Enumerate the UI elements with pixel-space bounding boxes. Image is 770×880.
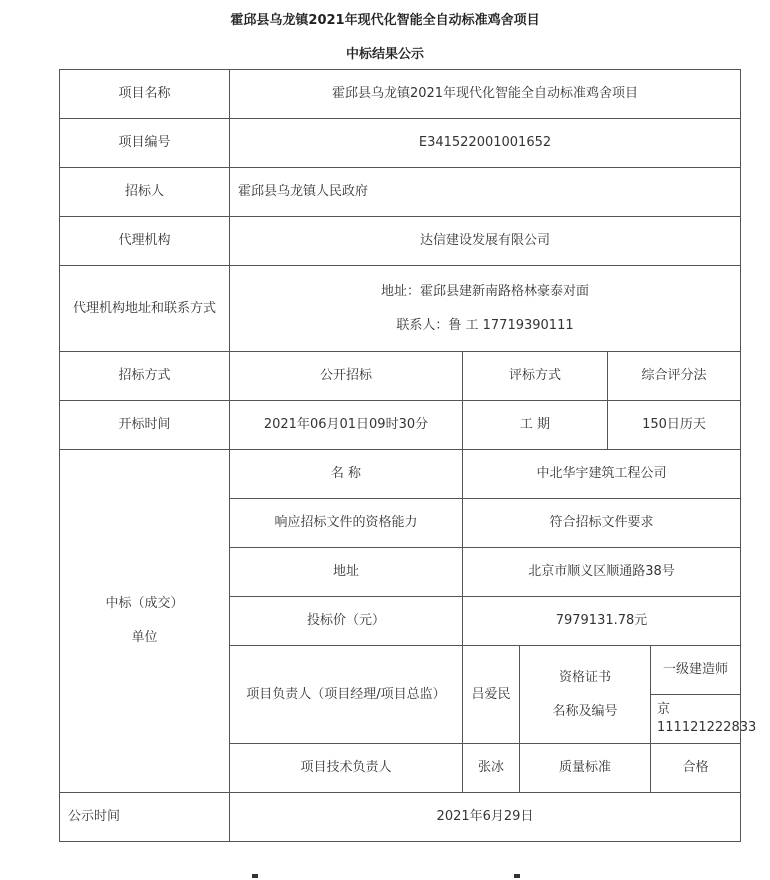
certificate-label [520, 646, 651, 744]
bid-price-label: 投标价（元） [230, 597, 463, 646]
opening-time-label: 开标时间 [60, 401, 230, 450]
tech-lead-name: 张冰 [463, 744, 520, 793]
agency-address: 地址：霍邱县建新南路格林豪泰对面 [381, 283, 590, 299]
tenderer-value: 霍邱县乌龙镇人民政府 [230, 168, 741, 217]
agency-contact-person: 联系人：鲁 工 17719390111 [396, 317, 574, 333]
bidding-method-value: 公开招标 [230, 352, 463, 401]
winner-label [60, 450, 230, 793]
project-manager-name: 吕爱民 [463, 646, 520, 744]
publicity-value: 2021年6月29日 [230, 793, 741, 842]
row-project-number [60, 119, 741, 168]
cutoff-glyph-mark [252, 874, 258, 878]
agency-contact-cell [230, 266, 741, 352]
winner-label-line2: 单位 [131, 630, 158, 645]
quality-standard-value: 合格 [651, 744, 741, 793]
qualification-label: 响应招标文件的资格能力 [230, 499, 463, 548]
certificate-label-line2: 名称及编号 [552, 703, 618, 719]
winner-name-label: 名 称 [230, 450, 463, 499]
qualification-value: 符合招标文件要求 [463, 499, 741, 548]
agency-label: 代理机构 [60, 217, 230, 266]
document-subtitle: 中标结果公示 [345, 47, 424, 62]
row-tenderer [60, 168, 741, 217]
project-name-label: 项目名称 [60, 70, 230, 119]
row-agency [60, 217, 741, 266]
project-number-label: 项目编号 [60, 119, 230, 168]
row-agency-contact [60, 266, 741, 352]
evaluation-method-label: 评标方式 [463, 352, 608, 401]
winner-name-value: 中北华宇建筑工程公司 [463, 450, 741, 499]
construction-period-label: 工 期 [463, 401, 608, 450]
row-opening [60, 401, 741, 450]
project-manager-label: 项目负责人（项目经理/项目总监） [230, 646, 463, 744]
row-publicity [60, 793, 741, 842]
agency-contact-label: 代理机构地址和联系方式 [60, 266, 230, 352]
certificate-number: 京111121222833 [651, 695, 741, 744]
construction-period-value: 150日历天 [608, 401, 741, 450]
agency-value: 达信建设发展有限公司 [230, 217, 741, 266]
document-title: 霍邱县乌龙镇2021年现代化智能全自动标准鸡舍项目 [230, 13, 540, 28]
tech-lead-label: 项目技术负责人 [230, 744, 463, 793]
project-name-value: 霍邱县乌龙镇2021年现代化智能全自动标准鸡舍项目 [230, 70, 741, 119]
row-project-name [60, 70, 741, 119]
bid-price-value: 7979131.78元 [463, 597, 741, 646]
result-table [59, 69, 757, 842]
evaluation-method-value: 综合评分法 [608, 352, 741, 401]
tenderer-label: 招标人 [60, 168, 230, 217]
bidding-method-label: 招标方式 [60, 352, 230, 401]
quality-standard-label: 质量标准 [520, 744, 651, 793]
cutoff-glyph-mark [514, 874, 520, 878]
winner-address-label: 地址 [230, 548, 463, 597]
certificate-label-line1: 资格证书 [558, 669, 611, 685]
row-bidding-method [60, 352, 741, 401]
row-winner-name [60, 450, 741, 499]
opening-time-value: 2021年06月01日09时30分 [230, 401, 463, 450]
project-number-value: E341522001001652 [230, 119, 741, 168]
certificate-name: 一级建造师 [651, 646, 741, 695]
winner-address-value: 北京市顺义区顺通路38号 [463, 548, 741, 597]
publicity-label: 公示时间 [60, 793, 230, 842]
winner-label-line1: 中标（成交） [105, 596, 184, 611]
